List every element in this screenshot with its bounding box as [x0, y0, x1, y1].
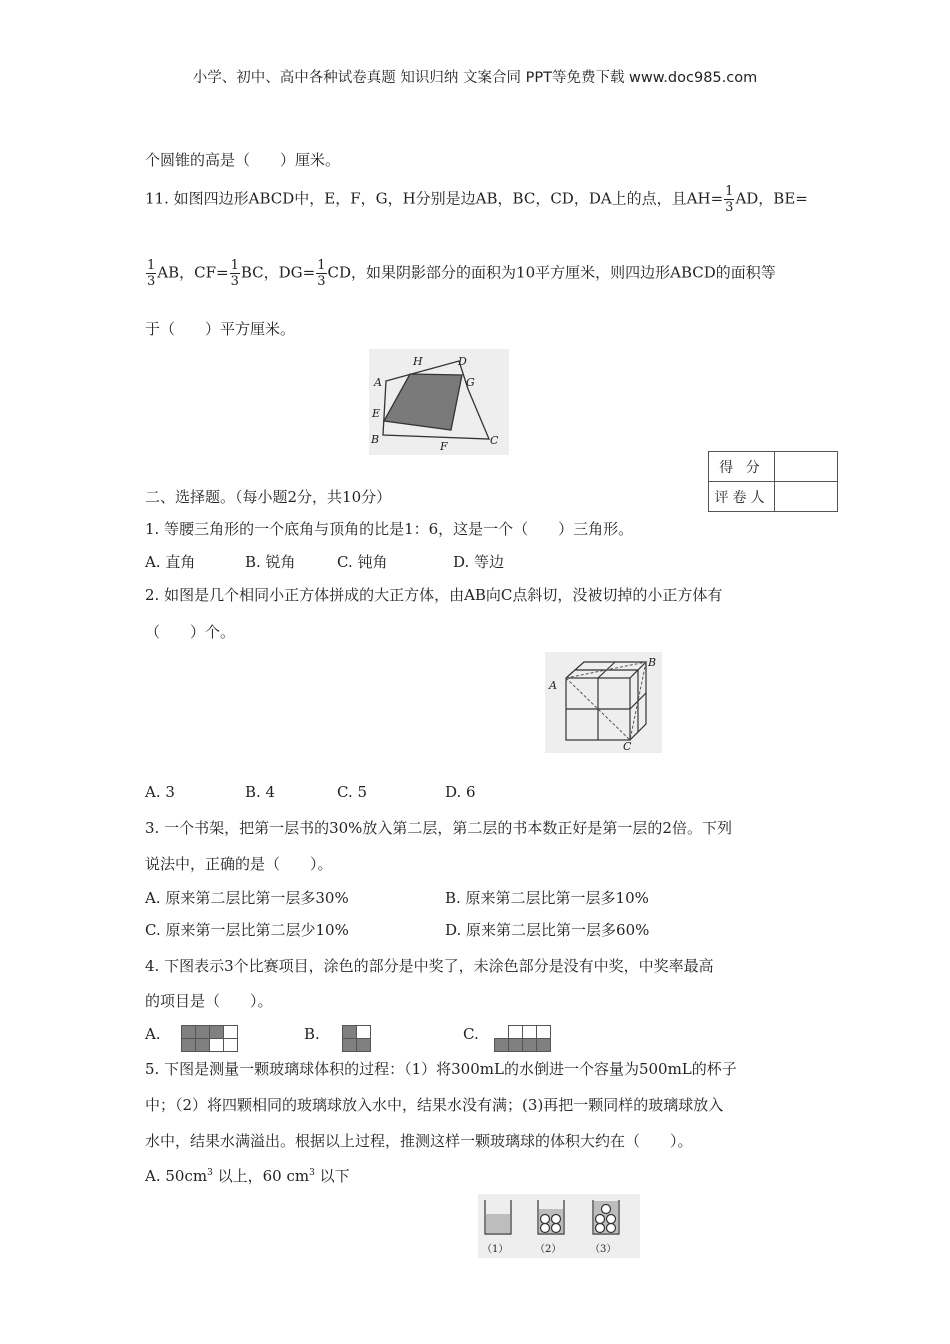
grid-c-figure: [494, 1025, 552, 1053]
label-b: B: [648, 656, 657, 669]
label-e: E: [372, 407, 381, 420]
beakers-diagram: [478, 1194, 640, 1258]
q3-option-b: B. 原来第二层比第一层多10%: [445, 889, 649, 907]
q11-text-e: CD，如果阴影部分的面积为10平方厘米，则四边形ABCD的面积等: [327, 263, 776, 282]
label-d: D: [458, 355, 467, 368]
fraction-one-third: $\frac{1}{3}$: [230, 258, 239, 289]
label-a: A: [374, 376, 382, 389]
cubic-superscript: 3: [207, 1168, 213, 1178]
label-b: B: [371, 433, 380, 446]
q5-option-a-text-1: A. 50cm: [145, 1167, 208, 1185]
question-10-tail: 个圆锥的高是（ ）厘米。: [145, 151, 341, 169]
fraction-one-third: $\frac{1}{3}$: [147, 258, 156, 289]
question-5-stem-2: 中；（2）将四颗相同的玻璃球放入水中，结果水没有满；(3)再把一颗同样的玻璃球放入: [145, 1096, 724, 1114]
q5-option-a: [145, 1165, 350, 1186]
q3-option-d: D. 原来第二层比第一层多60%: [445, 921, 650, 939]
q4-option-c: C.: [463, 1025, 479, 1043]
grid-a-figure: [181, 1025, 239, 1053]
label-c: C: [490, 434, 499, 447]
score-cell: [775, 452, 838, 482]
cubic-superscript: 3: [309, 1168, 315, 1178]
beaker-1-label: （1）: [482, 1244, 509, 1255]
q4-option-a: A.: [145, 1025, 161, 1043]
q11-text-d: BC，DG=: [240, 263, 316, 282]
question-11-line3: 于（ ）平方厘米。: [145, 320, 296, 338]
q5-option-a-text-3: 以下: [314, 1167, 350, 1185]
quadrilateral-diagram: [369, 349, 509, 455]
q11-text-b: AD，BE=: [735, 189, 808, 208]
cube-figure: [545, 652, 662, 753]
q2-option-d: D. 6: [445, 783, 476, 801]
q11-text-a: 11. 如图四边形ABCD中，E，F，G，H分别是边AB，BC，CD，DA上的点，且AH=: [145, 189, 724, 208]
question-3-stem-1: 3. 一个书架，把第一层书的30%放入第二层，第二层的书本数正好是第一层的2倍。下列: [145, 819, 732, 837]
score-table: [708, 451, 838, 512]
question-11-line2: [145, 258, 776, 289]
beaker-2-label: （2）: [535, 1244, 562, 1255]
grader-label: 评卷人: [709, 482, 775, 512]
q1-option-c: C. 钝角: [337, 553, 388, 571]
fraction-one-third: $\frac{1}{3}$: [725, 184, 734, 215]
question-3-stem-2: 说法中，正确的是（ ）。: [145, 855, 333, 873]
page-header: 小学、初中、高中各种试卷真题 知识归纳 文案合同 PPT等免费下载 www.doc985.com: [192, 70, 758, 86]
label-f: F: [440, 440, 448, 453]
q5-option-a-text-2: 以上，60 cm: [212, 1167, 310, 1185]
question-1-stem: 1. 等腰三角形的一个底角与顶角的比是1：6，这是一个（ ）三角形。: [145, 520, 634, 538]
label-a: A: [549, 679, 557, 692]
q3-option-c: C. 原来第一层比第二层少10%: [145, 921, 349, 939]
quadrilateral-figure: [369, 349, 509, 455]
question-11-line1: [145, 184, 808, 215]
question-2-stem-1: 2. 如图是几个相同小正方体拼成的大正方体，由AB向C点斜切，没被切掉的小正方体有: [145, 586, 723, 604]
q4-option-b: B.: [304, 1025, 320, 1043]
section-2-title: 二、选择题。（每小题2分，共10分）: [145, 488, 392, 506]
grader-cell: [775, 482, 838, 512]
beaker-3-label: （3）: [590, 1244, 617, 1255]
fraction-one-third: $\frac{1}{3}$: [317, 258, 326, 289]
label-c: C: [623, 740, 632, 753]
q1-option-b: B. 锐角: [245, 553, 296, 571]
score-label: 得 分: [709, 452, 775, 482]
question-2-stem-2: （ ）个。: [145, 623, 236, 641]
question-4-stem-1: 4. 下图表示3个比赛项目，涂色的部分是中奖了，未涂色部分是没有中奖，中奖率最高: [145, 957, 714, 975]
q2-option-c: C. 5: [337, 783, 368, 801]
question-5-stem-3: 水中，结果水满溢出。根据以上过程，推测这样一颗玻璃球的体积大约在（ ）。: [145, 1132, 693, 1150]
question-4-stem-2: 的项目是（ ）。: [145, 992, 273, 1010]
q2-option-b: B. 4: [245, 783, 276, 801]
label-h: H: [413, 355, 423, 368]
cube-diagram: [545, 652, 662, 753]
label-g: G: [466, 376, 475, 389]
beakers-figure: [478, 1194, 640, 1258]
q11-text-c: AB，CF=: [157, 263, 229, 282]
grid-b-figure: [342, 1025, 372, 1053]
q1-option-a: A. 直角: [145, 553, 196, 571]
question-5-stem-1: 5. 下图是测量一颗玻璃球体积的过程：（1）将300mL的水倒进一个容量为500mL的杯子: [145, 1060, 737, 1078]
q2-option-a: A. 3: [145, 783, 175, 801]
q1-option-d: D. 等边: [453, 553, 505, 571]
q3-option-a: A. 原来第二层比第一层多30%: [145, 889, 349, 907]
